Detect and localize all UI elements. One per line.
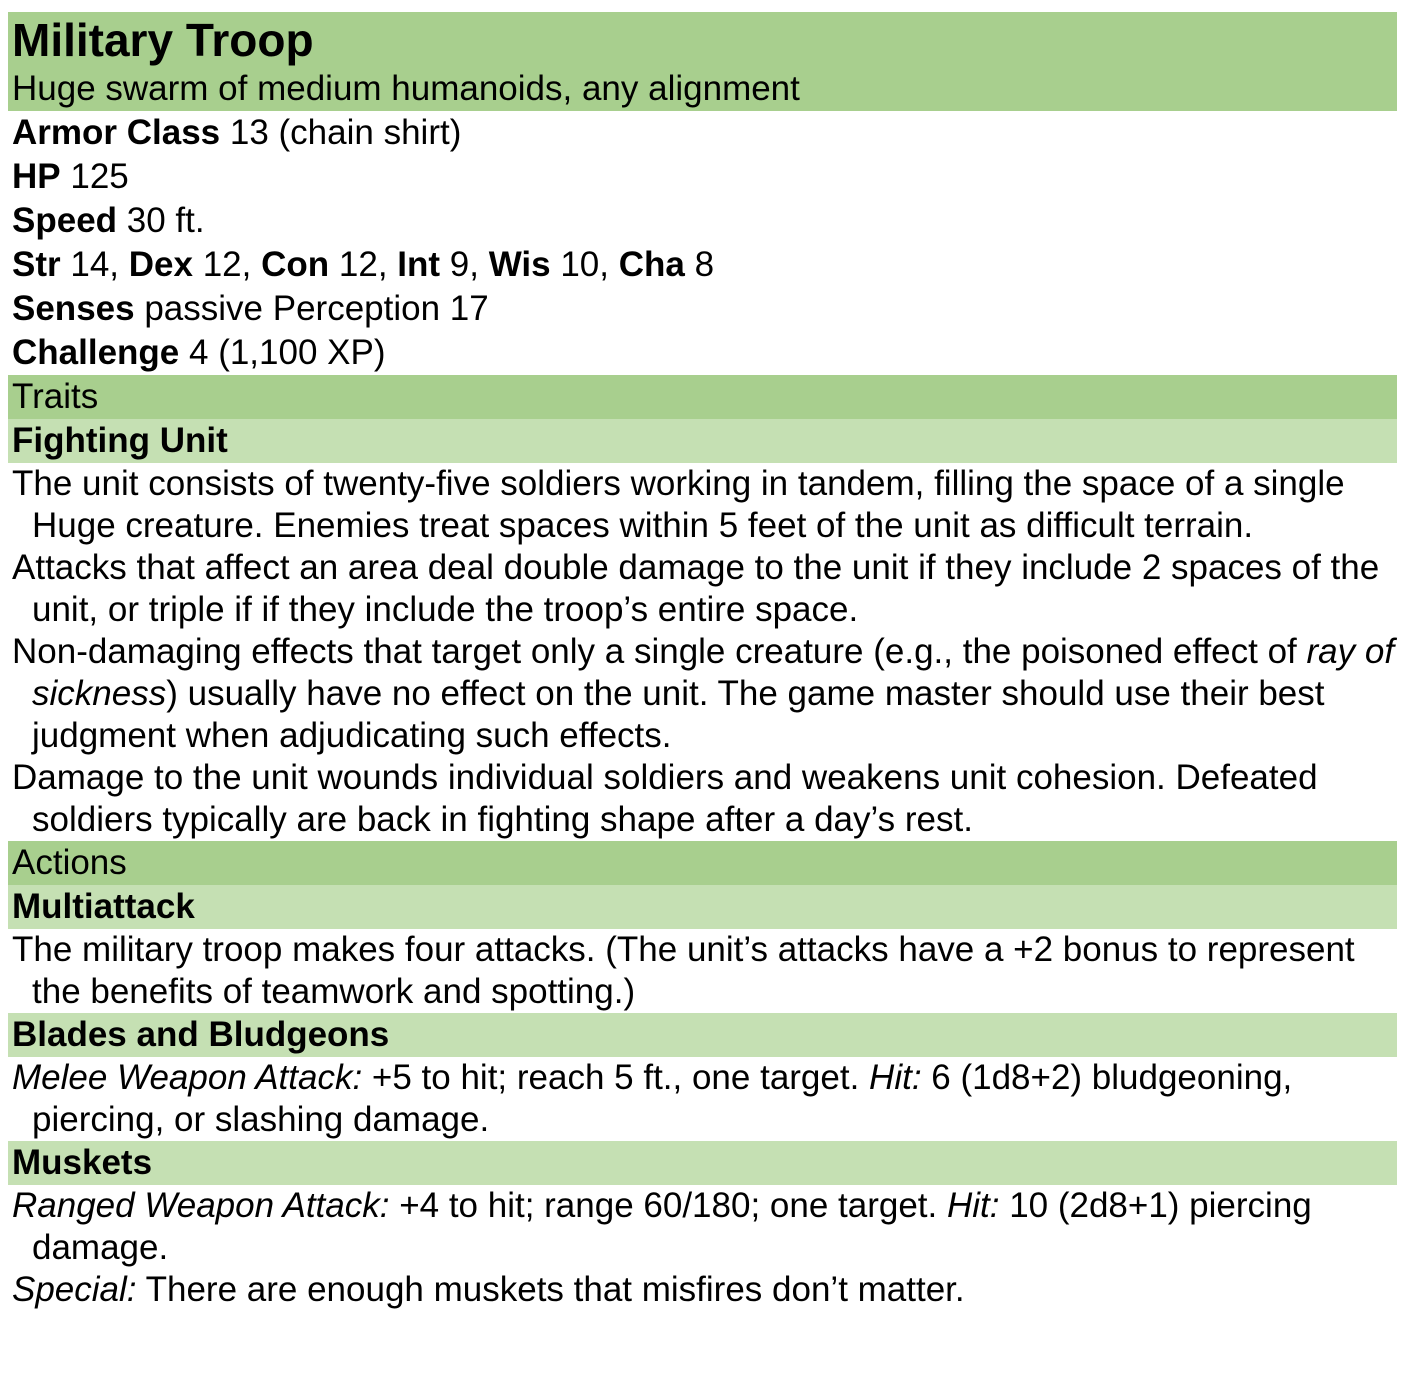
muskets-attack-type: Ranged Weapon Attack: [12,1186,390,1225]
ability-scores-line: Str 14, Dex 12, Con 12, Int 9, Wis 10, Cha 8 [12,245,715,284]
armor-class-label: Armor Class [12,113,221,152]
fighting-unit-paragraph-3 [8,631,1397,757]
multiattack-text: The military troop makes four attacks. (The unit’s attacks have a +2 bonus to represent the benefits of teamwork and spotting.) [12,930,1355,1011]
fighting-unit-heading: Fighting Unit [8,419,1397,463]
creature-type: Huge swarm of medium humanoids, any alignment [12,69,800,108]
muskets-heading: Muskets [8,1141,1397,1185]
speed-label: Speed [12,201,118,240]
wis-label: Wis [488,245,551,284]
creature-name: Military Troop [12,14,314,66]
speed-value: 30 ft. [126,201,205,240]
paragraph-3-end: ) usually have no effect on the unit. The game master should use their best judgment when adjudicating such effects. [32,674,1325,755]
actions-heading: Actions [8,841,1397,885]
muskets-hit-text: 10 (2d8+1) piercing damage. [32,1186,1312,1267]
armor-class-value: 13 (chain shirt) [229,113,462,152]
senses-value: passive Perception 17 [144,289,489,328]
challenge-line [8,331,1397,375]
blades-heading: Blades and Bludgeons [8,1013,1397,1057]
fighting-unit-paragraph-1: The unit consists of twenty-five soldiers working in tandem, filling the space of a single Huge creature. Enemies treat spaces within 5 feet of the unit as difficult terrain. [12,464,1345,545]
speed-line [8,199,1397,243]
con-label: Con [261,245,330,284]
cha-label: Cha [618,245,685,284]
cha-value: 8 [694,245,715,284]
muskets-special [8,1269,1397,1311]
traits-heading: Traits [8,375,1397,419]
stat-block [8,12,1397,1311]
blades-text [8,1057,1397,1141]
str-value: 14 [70,245,110,284]
int-label: Int [397,245,441,284]
muskets-special-text: There are enough muskets that misfires don’t matter. [136,1270,965,1309]
muskets-hit-label: Hit: [946,1186,1000,1225]
armor-class-line [8,111,1397,155]
muskets-special-label: Special: [12,1270,137,1309]
wis-value: 10 [560,245,600,284]
str-label: Str [12,245,61,284]
hp-line [8,155,1397,199]
challenge-value: 4 (1,100 XP) [189,333,386,372]
muskets-text [8,1185,1397,1269]
fighting-unit-paragraph-4: Damage to the unit wounds individual soldiers and weakens unit cohesion. Defeated soldiers typically are back in fighting shape after a day’s rest. [12,758,1318,839]
blades-attack-text: +5 to hit; reach 5 ft., one target. [362,1058,870,1097]
fighting-unit-paragraph-2: Attacks that affect an area deal double damage to the unit if they include 2 spaces of the unit, or triple if if they include the troop’s entire space. [12,548,1380,629]
spell-name: ray of sickness [32,632,1395,713]
blades-hit-label: Hit: [869,1058,922,1097]
blades-hit-text: 6 (1d8+2) bludgeoning, piercing, or slashing damage. [32,1058,1293,1139]
dex-label: Dex [128,245,193,284]
senses-line [8,287,1397,331]
con-value: 12 [338,245,378,284]
title-header [8,12,1397,111]
paragraph-3-start: Non-damaging effects that target only a single creature (e.g., the poisoned effect of [12,632,1307,671]
senses-label: Senses [12,289,135,328]
multiattack-heading: Multiattack [8,885,1397,929]
hp-value: 125 [70,157,129,196]
muskets-attack-text: +4 to hit; range 60/180; one target. [389,1186,947,1225]
int-value: 9 [449,245,470,284]
hp-label: HP [12,157,61,196]
blades-attack-type: Melee Weapon Attack: [12,1058,363,1097]
challenge-label: Challenge [12,333,180,372]
dex-value: 12 [202,245,242,284]
